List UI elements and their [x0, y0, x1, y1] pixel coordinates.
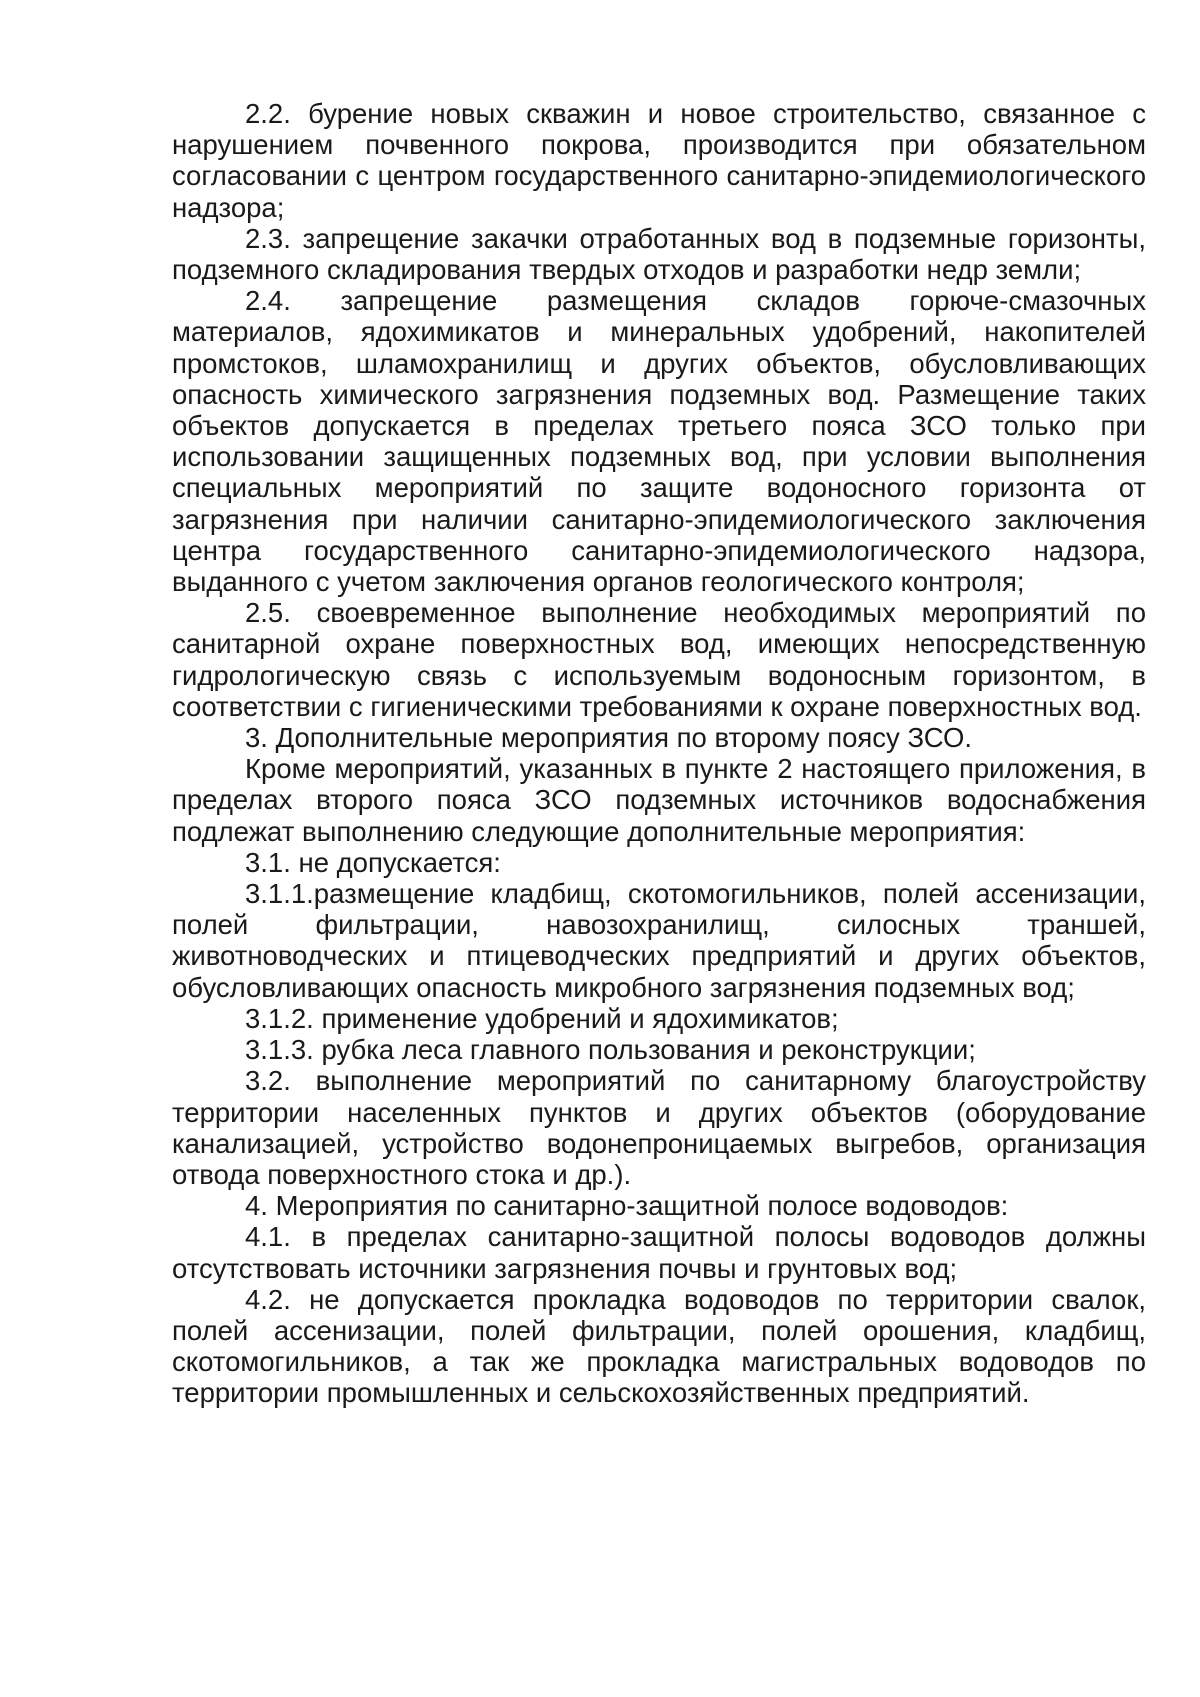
- paragraph-3-1: 3.1. не допускается:: [245, 846, 501, 878]
- section-heading-4: 4. Мероприятия по санитарно-защитной полосе водоводов:: [245, 1190, 1009, 1222]
- paragraph-4-2: 4.2. не допускается прокладка водоводов по территории свалок, полей ассенизации, полей фильтрации, полей орошения, кладбищ, скотомогильников, а так же прокладка магистральных водоводов по территории промышленных и сельскохозяйственных предприятий.: [172, 1283, 1146, 1409]
- paragraph-2-3: 2.3. запрещение закачки отработанных вод в подземные горизонты, подземного складирования твердых отходов и разработки недр земли;: [172, 222, 1146, 286]
- paragraph-2-5: 2.5. своевременное выполнение необходимых мероприятий по санитарной охране поверхностных вод, имеющих непосредственную гидрологическую связь с используемым водоносным горизонтом, в соответствии с гигиеническими требованиями к охране поверхностных вод.: [172, 597, 1146, 722]
- paragraph-3-1-2: 3.1.2. применение удобрений и ядохимикатов;: [245, 1002, 839, 1034]
- paragraph-3-1-3: 3.1.3. рубка леса главного пользования и реконструкции;: [245, 1034, 976, 1066]
- paragraph-2-4: 2.4. запрещение размещения складов горюче-смазочных материалов, ядохимикатов и минеральных удобрений, накопителей промстоков, шламохранилищ и других объектов, обусловливающих опасность химического загрязнения подземных вод. Размещение таких объектов допускается в пределах третьего пояса ЗСО только при использовании защищенных подземных вод, при условии выполнения специальных мероприятий по защите водоносного горизонта от загрязнения при наличии санитарно-эпидемиологического заключения центра государственного санитарно-эпидемиологического надзора, выданного с учетом заключения органов геологического контроля;: [172, 285, 1146, 598]
- paragraph-2-2: 2.2. бурение новых скважин и новое строительство, связанное с нарушением почвенного покрова, производится при обязательном согласовании с центром государственного санитарно-эпидемиологического надзора;: [172, 98, 1146, 223]
- paragraph-3-intro: Кроме мероприятий, указанных в пункте 2 настоящего приложения, в пределах второго пояса ЗСО подземных источников водоснабжения подлежат выполнению следующие дополнительные мероприятия:: [172, 753, 1146, 847]
- document-page: [172, 98, 1146, 1409]
- paragraph-3-2: 3.2. выполнение мероприятий по санитарному благоустройству территории населенных пунктов и других объектов (оборудование канализацией, устройство водонепроницаемых выгребов, организация отвода поверхностного стока и др.).: [172, 1065, 1146, 1190]
- paragraph-3-1-1: 3.1.1.размещение кладбищ, скотомогильников, полей ассенизации, полей фильтрации, навозохранилищ, силосных траншей, животноводческих и птицеводческих предприятий и других объектов, обусловливающих опасность микробного загрязнения подземных вод;: [172, 878, 1146, 1003]
- section-heading-3: 3. Дополнительные мероприятия по второму поясу ЗСО.: [245, 722, 973, 754]
- paragraph-4-1: 4.1. в пределах санитарно-защитной полосы водоводов должны отсутствовать источники загрязнения почвы и грунтовых вод;: [172, 1221, 1146, 1284]
